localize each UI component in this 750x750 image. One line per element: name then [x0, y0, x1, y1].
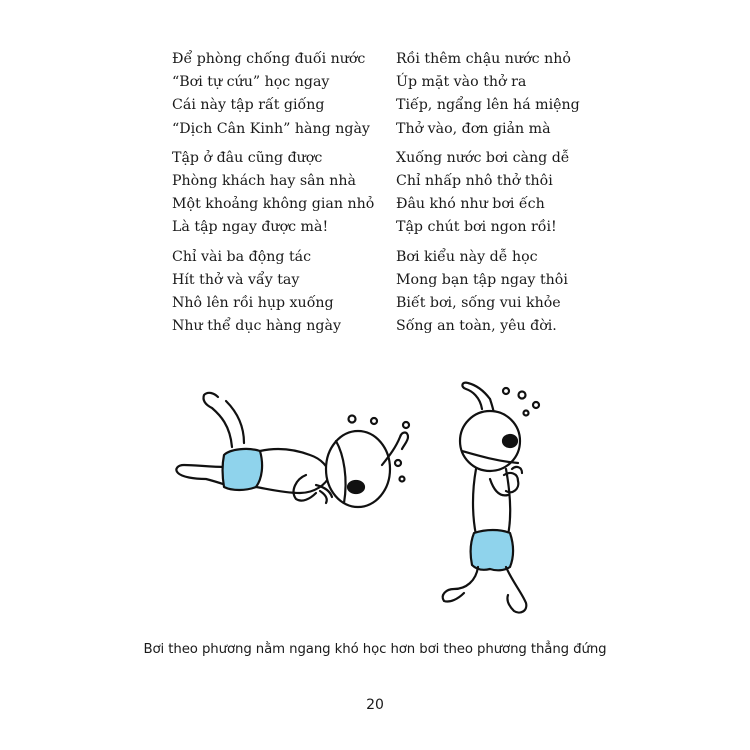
stanza [172, 246, 374, 339]
poem-line: Biết bơi, sống vui khỏe [396, 295, 561, 312]
swimmer-leg [506, 567, 526, 613]
poem-line: Như thể dục hàng ngày [172, 318, 341, 335]
stanza [396, 246, 580, 339]
poem-line: “Bơi tự cứu” học ngay [172, 74, 330, 91]
poem-left-column [172, 48, 374, 344]
poem-line: Cái này tập rất giống [172, 97, 325, 114]
poem-line: Thở vào, đơn giản mà [396, 120, 551, 137]
poem-line: Hít thở và vẩy tay [172, 271, 300, 288]
swimmer-shorts [471, 530, 513, 570]
poem-right-column [396, 48, 580, 344]
swimmer-shorts [223, 449, 263, 490]
poem-line: Mong bạn tập ngay thôi [396, 271, 568, 288]
bubble-icon [533, 402, 539, 408]
bubble-icon [524, 411, 529, 416]
poem-line: Một khoảng không gian nhỏ [172, 196, 375, 213]
stanza [172, 48, 374, 141]
page-number: 20 [366, 697, 384, 713]
swimmer-arm [294, 475, 316, 501]
swimmers-illustration [160, 375, 590, 625]
poem-line: Úp mặt vào thở ra [396, 74, 527, 91]
bubble-icon [395, 460, 401, 466]
swimmer-arm [490, 479, 508, 495]
poem-line: Rồi thêm chậu nước nhỏ [396, 51, 571, 67]
swimmer-arm [462, 383, 490, 409]
horizontal-swimmer-figure [176, 393, 409, 507]
figure-caption: Bơi theo phương nằm ngang khó học hơn bơi theo phương thẳng đứng [143, 642, 607, 657]
stanza [396, 48, 580, 141]
swimmer-leg [203, 393, 232, 447]
poem-line: Sống an toàn, yêu đời. [396, 318, 557, 335]
swimmer-leg [443, 567, 478, 602]
poem-line: Là tập ngay được mà! [172, 219, 329, 236]
poem-line: Xuống nước bơi càng dễ [396, 149, 570, 166]
poem-line: “Dịch Cân Kinh” hàng ngày [172, 120, 370, 137]
poem-line: Chỉ vài ba động tác [172, 248, 312, 265]
swimmer-leg [176, 465, 226, 485]
goggle-icon [503, 435, 517, 447]
poem-line: Tiếp, ngẩng lên há miệng [396, 97, 580, 114]
poem-line: Bơi kiểu này dễ học [396, 248, 538, 265]
poem-line: Tập ở đâu cũng được [172, 149, 323, 166]
bubble-icon [519, 392, 526, 399]
bubble-icon [349, 416, 356, 423]
poem-line: Nhô lên rồi hụp xuống [172, 295, 334, 312]
poem-line: Tập chút bơi ngon rồi! [396, 219, 557, 236]
bubble-icon [403, 422, 409, 428]
vertical-swimmer-figure [443, 383, 539, 613]
bubble-icon [503, 388, 509, 394]
poem-line: Đâu khó như bơi ếch [396, 196, 545, 213]
bubble-icon [371, 418, 377, 424]
bubble-icon [400, 477, 405, 482]
stanza [396, 147, 580, 240]
goggle-icon [348, 481, 364, 493]
poem-line: Để phòng chống đuối nước [172, 51, 366, 67]
poem-line: Chỉ nhấp nhô thở thôi [396, 173, 553, 190]
swimmer-leg [226, 401, 244, 443]
stanza [172, 147, 374, 240]
poem-line: Phòng khách hay sân nhà [172, 173, 356, 190]
swimmer-body [473, 469, 510, 535]
